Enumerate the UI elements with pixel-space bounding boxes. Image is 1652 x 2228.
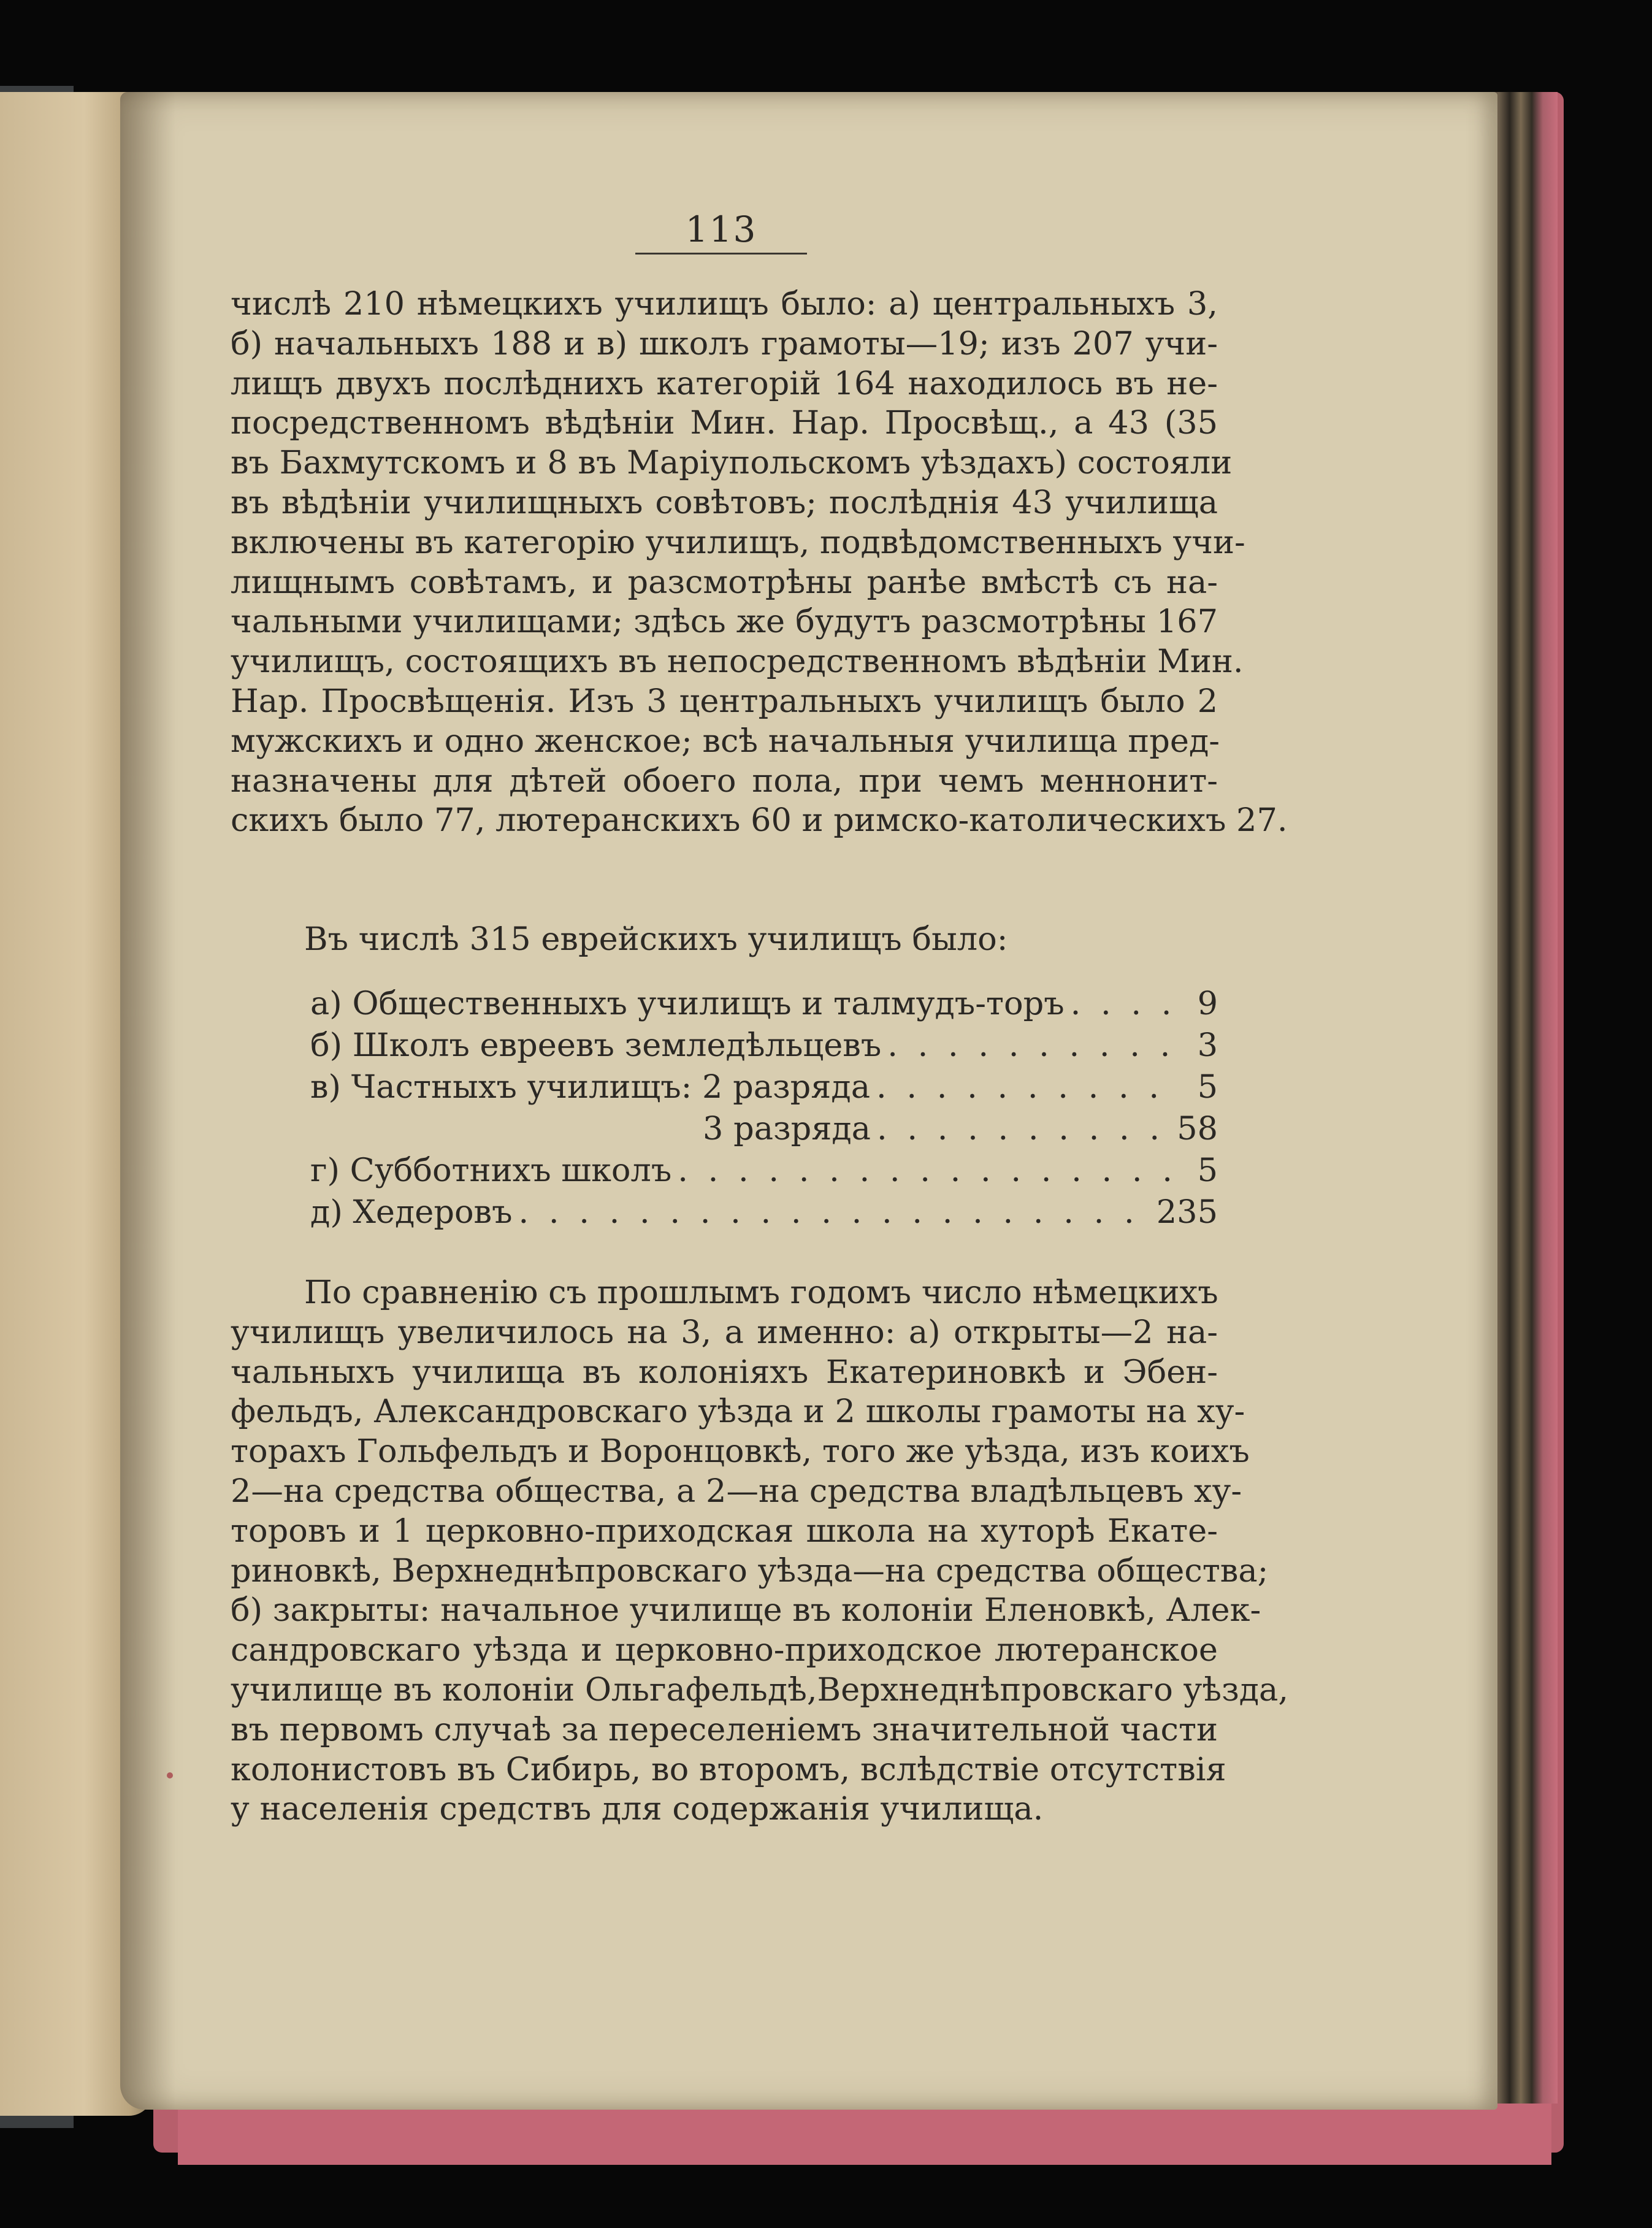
text-line: Нар. Просвѣщенія. Изъ 3 центральныхъ училищъ было 2 bbox=[231, 682, 1218, 720]
text-line: назначены для дѣтей обоего пола, при чемъ меннонит- bbox=[231, 762, 1218, 800]
list-item-label: а) Общественныхъ училищъ и талмудъ-торъ bbox=[310, 985, 1065, 1022]
text-line: посредственномъ вѣдѣніи Мин. Нар. Просвѣщ., а 43 (35 bbox=[231, 404, 1218, 442]
text-line: фельдъ, Александровскаго уѣзда и 2 школы грамоты на ху- bbox=[231, 1393, 1245, 1431]
list-item-value: 3 bbox=[1197, 1027, 1218, 1064]
gutter-shadow bbox=[120, 92, 175, 2110]
list-item bbox=[310, 1152, 1218, 1192]
list-item bbox=[310, 1110, 1218, 1150]
list-item-value: 5 bbox=[1197, 1068, 1218, 1106]
list-item bbox=[310, 985, 1218, 1025]
list-item-label: 3 разряда bbox=[703, 1110, 871, 1147]
text-line: 2—на средства общества, а 2—на средства владѣльцевъ ху- bbox=[231, 1472, 1242, 1510]
text-line: колонистовъ въ Сибирь, во второмъ, вслѣдствіе отсутствія bbox=[231, 1750, 1226, 1788]
paragraph-2 bbox=[231, 1273, 1289, 1829]
text-line: чальными училищами; здѣсь же будутъ разсмотрѣны 167 bbox=[231, 603, 1218, 641]
text-line: включены въ категорію училищъ, подвѣдомственныхъ учи- bbox=[231, 523, 1245, 561]
text-line: скихъ было 77, лютеранскихъ 60 и римско-католическихъ 27. bbox=[231, 802, 1288, 840]
text-line: чальныхъ училища въ колоніяхъ Екатериновкѣ и Эбен- bbox=[231, 1353, 1218, 1391]
text-line: въ вѣдѣніи училищныхъ совѣтовъ; послѣднія 43 училища bbox=[231, 483, 1218, 521]
text-line: торовъ и 1 церковно-приходская школа на хуторѣ Екате- bbox=[231, 1512, 1218, 1550]
leader-dots bbox=[876, 1068, 1175, 1106]
text-line: училище въ колоніи Ольгафельдѣ,Верхнеднѣпровскаго уѣзда, bbox=[231, 1671, 1289, 1709]
leader-dots bbox=[519, 1193, 1150, 1231]
list-item-label: б) Школъ евреевъ земледѣльцевъ bbox=[310, 1027, 882, 1064]
text-line: сандровскаго уѣзда и церковно-приходское лютеранское bbox=[231, 1631, 1218, 1669]
leader-dots bbox=[877, 1110, 1171, 1147]
leader-dots bbox=[678, 1152, 1175, 1189]
list-item-label: г) Субботнихъ школъ bbox=[310, 1152, 672, 1189]
text-line: въ первомъ случаѣ за переселеніемъ значительной части bbox=[231, 1710, 1218, 1748]
leader-dots bbox=[887, 1027, 1175, 1064]
text-line: риновкѣ, Верхнеднѣпровскаго уѣзда—на средства общества; bbox=[231, 1552, 1269, 1590]
text-line: училищъ увеличилось на 3, а именно: а) открыты—2 на- bbox=[231, 1313, 1218, 1351]
list-item-label: д) Хедеровъ bbox=[310, 1193, 513, 1231]
text-line: у населенія средствъ для содержанія училища. bbox=[231, 1790, 1044, 1828]
text-line: училищъ, состоящихъ въ непосредственномъ вѣдѣніи Мин. bbox=[231, 643, 1244, 681]
paper-stain bbox=[167, 1772, 173, 1778]
paragraph-1 bbox=[231, 285, 1288, 841]
page-number-rule bbox=[635, 253, 807, 255]
page-number: 113 bbox=[685, 209, 757, 250]
text-line: лищнымъ совѣтамъ, и разсмотрѣны ранѣе вмѣстѣ съ на- bbox=[231, 563, 1218, 601]
text-line: лищъ двухъ послѣднихъ категорій 164 находилось въ не- bbox=[231, 364, 1218, 402]
text-line: б) начальныхъ 188 и в) школъ грамоты—19; изъ 207 учи- bbox=[231, 324, 1218, 362]
list-item-value: 58 bbox=[1177, 1110, 1218, 1147]
text-line: числѣ 210 нѣмецкихъ училищъ было: а) центральныхъ 3, bbox=[231, 285, 1218, 323]
list-item bbox=[310, 1068, 1218, 1109]
list-item-value: 9 bbox=[1197, 985, 1218, 1022]
list-item-value: 5 bbox=[1197, 1152, 1218, 1189]
list-item bbox=[310, 1193, 1218, 1234]
text-line: б) закрыты: начальное училище въ колоніи Еленовкѣ, Алек- bbox=[231, 1591, 1261, 1629]
list-item-label: в) Частныхъ училищъ: 2 разряда bbox=[310, 1068, 871, 1106]
text-line: торахъ Гольфельдъ и Воронцовкѣ, того же уѣзда, изъ коихъ bbox=[231, 1433, 1250, 1471]
list-item-value: 235 bbox=[1156, 1193, 1218, 1231]
text-line: въ Бахмутскомъ и 8 въ Маріупольскомъ уѣздахъ) состояли bbox=[231, 444, 1233, 482]
list-item bbox=[310, 1027, 1218, 1067]
text-line: По сравненію съ прошлымъ годомъ число нѣмецкихъ bbox=[304, 1274, 1218, 1311]
list-intro: Въ числѣ 315 еврейскихъ училищъ было: bbox=[304, 921, 1008, 958]
leader-dots bbox=[1071, 985, 1175, 1022]
text-line: мужскихъ и одно женское; всѣ начальныя училища пред- bbox=[231, 722, 1220, 760]
